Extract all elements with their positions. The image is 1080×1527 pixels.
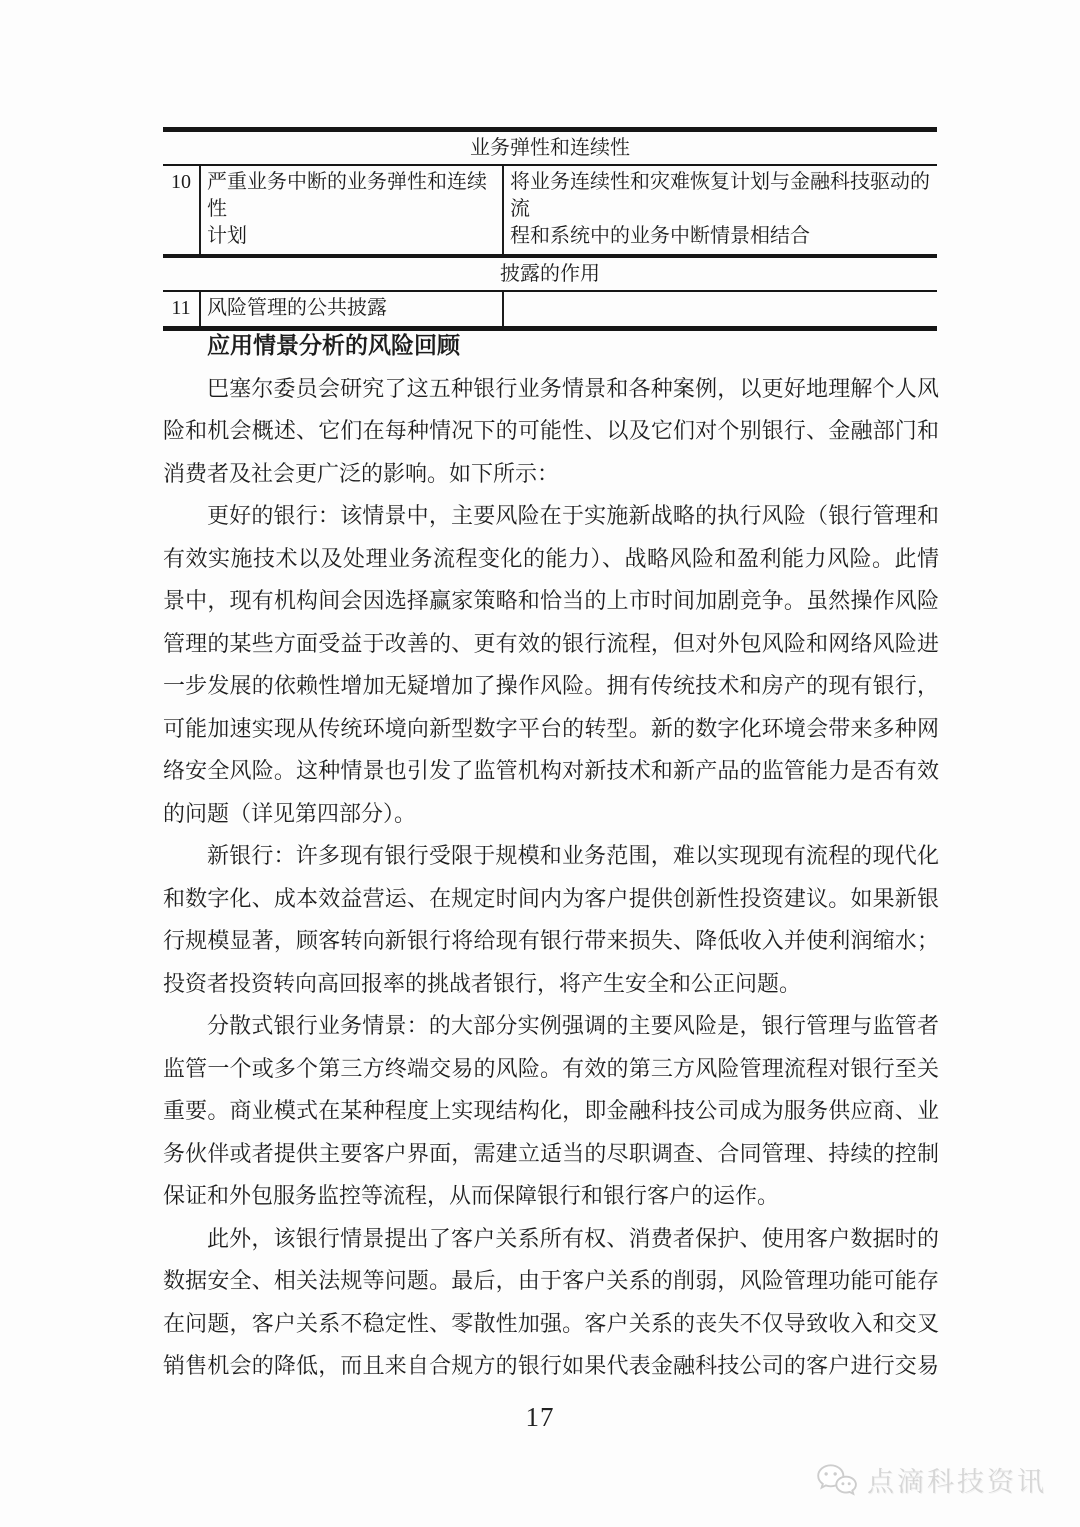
row-practice <box>200 291 503 329</box>
paragraph-line: 管理的某些方面受益于改善的、更有效的银行流程，但对外包风险和网络风险进 <box>163 630 939 656</box>
paragraph <box>163 1218 939 1388</box>
cell-line: 计划 <box>207 225 247 247</box>
table-row <box>163 165 937 256</box>
paragraph-line: 更好的银行：该情景中，主要风险在于实施新战略的执行风险（银行管理和 <box>207 503 939 528</box>
page-number: 17 <box>525 1402 555 1432</box>
risk-management-table <box>163 127 937 331</box>
table-row <box>163 291 937 329</box>
paragraph <box>163 368 939 496</box>
paragraph <box>163 1005 939 1218</box>
paragraph <box>163 495 939 835</box>
paragraph-line: 新银行：许多现有银行受限于规模和业务范围，难以实现现有流程的现代化 <box>207 843 939 868</box>
paragraph-line: 重要。商业模式在某种程度上实现结构化，即金融科技公司成为服务供应商、业 <box>163 1098 939 1123</box>
paragraph-line: 行规模显著，顾客转向新银行将给现有银行带来损失、降低收入并使利润缩水； <box>163 928 939 953</box>
row-number: 11 <box>171 297 191 319</box>
paragraph-line: 分散式银行业务情景：的大部分实例强调的主要风险是，银行管理与监管者 <box>207 1013 939 1038</box>
cell-line: 将业务连续性和灾难恢复计划与金融科技驱动的流 <box>510 171 930 220</box>
paragraph-line: 一步发展的依赖性增加无疑增加了操作风险。拥有传统技术和房产的现有银行， <box>163 673 939 698</box>
article-body <box>163 325 939 1388</box>
paragraph-line: 务伙伴或者提供主要客户界面，需建立适当的尽职调查、合同管理、持续的控制 <box>163 1140 939 1166</box>
cell-line: 风险管理的公共披露 <box>207 297 387 319</box>
paragraph-line: 和数字化、成本效益营运、在规定时间内为客户提供创新性投资建议。如果新银 <box>163 885 939 911</box>
paragraph-line: 的问题（详见第四部分）。 <box>163 800 417 826</box>
table-section-row-disclosure <box>163 256 937 291</box>
paragraph-line: 此外，该银行情景提出了客户关系所有权、消费者保护、使用客户数据时的 <box>207 1225 939 1251</box>
paragraph-line: 景中，现有机构间会因选择赢家策略和恰当的上市时间加剧竞争。虽然操作风险 <box>163 588 939 613</box>
paragraph-line: 络安全风险。这种情景也引发了监管机构对新技术和新产品的监管能力是否有效 <box>163 758 939 783</box>
table-section-header: 披露的作用 <box>163 256 937 291</box>
watermark <box>814 1460 1047 1499</box>
paragraph-line: 可能加速实现从传统环境向新型数字平台的转型。新的数字化环境会带来多种网 <box>163 715 939 741</box>
section-heading: 应用情景分析的风险回顾 <box>207 333 460 358</box>
cell-line: 程和系统中的业务中断情景相结合 <box>510 225 810 247</box>
paragraph-line: 监管一个或多个第三方终端交易的风险。有效的第三方风险管理流程对银行至关 <box>163 1055 939 1081</box>
paragraph-line: 巴塞尔委员会研究了这五种银行业务情景和各种案例，以更好地理解个人风 <box>207 375 939 401</box>
wechat-logo-icon <box>814 1462 858 1498</box>
paragraph <box>163 835 939 1005</box>
row-practice <box>200 165 503 256</box>
row-number: 10 <box>163 165 200 256</box>
row-description <box>503 165 937 256</box>
paragraph-line: 消费者及社会更广泛的影响。如下所示： <box>163 460 560 486</box>
paragraph-line: 有效实施技术以及处理业务流程变化的能力）、战略风险和盈利能力风险。此情 <box>163 545 939 571</box>
table-section-row-resilience <box>163 130 937 166</box>
paragraph-line: 销售机会的降低，而且来自合规方的银行如果代表金融科技公司的客户进行交易 <box>163 1353 939 1378</box>
paragraph-line: 数据安全、相关法规等问题。最后，由于客户关系的削弱，风险管理功能可能存 <box>163 1268 939 1293</box>
watermark-label: 点滴科技资讯 <box>867 1467 1047 1497</box>
paragraph-line: 保证和外包服务监控等流程，从而保障银行和银行客户的运作。 <box>163 1183 780 1208</box>
paragraph-line: 投资者投资转向高回报率的挑战者银行，将产生安全和公正问题。 <box>163 970 802 996</box>
paragraph-line: 在问题，客户关系不稳定性、零散性加强。客户关系的丧失不仅导致收入和交叉 <box>163 1310 939 1336</box>
row-description <box>503 291 937 329</box>
table-section-header: 业务弹性和连续性 <box>163 130 937 166</box>
cell-line: 严重业务中断的业务弹性和连续性 <box>207 171 487 220</box>
paragraph-line: 险和机会概述、它们在每种情况下的可能性、以及它们对个别银行、金融部门和 <box>163 418 939 443</box>
